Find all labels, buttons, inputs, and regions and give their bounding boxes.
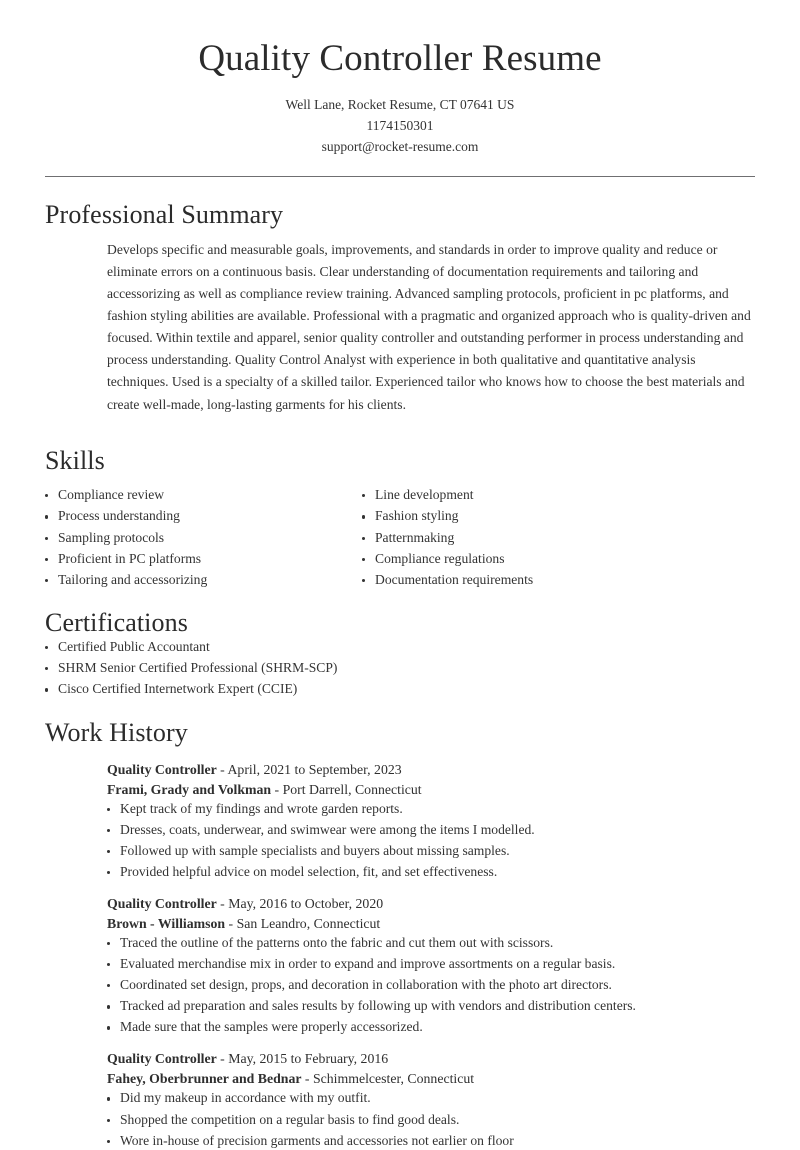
job-separator: - [216,1051,229,1067]
list-item: Fashion styling [362,507,755,525]
section-heading-professional-summary: Professional Summary [45,200,284,230]
list-item: Coordinated set design, props, and decoration in collaboration with the photo art directors. [107,976,755,994]
professional-summary-text: Develops specific and measurable goals, improvements, and standards in order to improve quality and reduce or eliminate errors on a continuous basis. Clear understanding of documentation requirements and tailoring and accessorizing as well as compliance review training. Advanced sampling protocols, proficient in pc platforms, and fashion styling abilities are available. Professional with a pragmatic and organized approach who is quality-driven and focused. Within textile and apparel, senior quality controller and outstanding performer in process understanding and process understanding. Quality Control Analyst with experience in both qualitative and quantitative analysis techniques. Used is a specialty of a skilled tailor. Experienced tailor who knows how to choose the best materials and create well-made, long-lasting garments for his clients. [107,242,751,412]
job-company-line [107,914,755,934]
job-title-line [107,1049,755,1069]
work-history-entry [107,1049,755,1148]
job-dates: April, 2021 to September, 2023 [227,761,402,777]
list-item: Patternmaking [362,529,755,547]
list-item: Followed up with sample specialists and buyers about missing samples. [107,842,755,860]
section-work-history [45,701,755,1148]
list-item: Line development [362,486,755,504]
job-dates: May, 2016 to October, 2020 [228,895,384,911]
page-title: Quality Controller Resume [198,38,602,79]
job-location: Schimmelcester, Connecticut [312,1071,475,1087]
job-separator: - [225,915,237,931]
list-item: Made sure that the samples were properly accessorized. [107,1018,755,1036]
list-item: Provided helpful advice on model selection, fit, and set effectiveness. [107,863,755,881]
list-item: Evaluated merchandise mix in order to expand and improve assortments on a regular basis. [107,955,755,973]
job-title: Quality Controller [107,761,217,777]
job-responsibilities [107,934,755,1036]
list-item: Shopped the competition on a regular basis to find good deals. [107,1111,755,1129]
job-title-line [107,760,755,780]
job-location: San Leandro, Connecticut [236,915,381,931]
job-separator: - [216,895,229,911]
list-item: Kept track of my findings and wrote garden reports. [107,800,755,818]
job-separator: - [301,1071,313,1087]
certifications-list [45,638,755,698]
list-item: SHRM Senior Certified Professional (SHRM-SCP) [45,659,755,677]
list-item-clipped: Wore in-house of precision garments and accessories not earlier on floor [107,1132,755,1141]
job-company: Frami, Grady and Volkman [107,781,272,797]
list-item: Dresses, coats, underwear, and swimwear were among the items I modelled. [107,821,755,839]
job-company: Brown - Williamson [107,915,226,931]
list-item: Tracked ad preparation and sales results by following up with vendors and distribution centers. [107,997,755,1015]
job-company: Fahey, Oberbrunner and Bednar [107,1071,302,1087]
list-item: Sampling protocols [45,529,362,547]
skills-column-right [362,486,755,592]
job-location: Port Darrell, Connecticut [282,781,422,797]
list-item: Tailoring and accessorizing [45,571,362,589]
list-item: Traced the outline of the patterns onto the fabric and cut them out with scissors. [107,934,755,952]
job-responsibilities [107,800,755,881]
job-company-line [107,1069,755,1089]
list-item: Proficient in PC platforms [45,550,362,568]
list-item: Cisco Certified Internetwork Expert (CCIE) [45,680,755,698]
contact-email: support@rocket-resume.com [321,139,479,155]
list-item: Certified Public Accountant [45,638,755,656]
skills-grid [45,486,755,592]
job-responsibilities [107,1089,755,1148]
section-certifications [45,592,755,698]
skills-column-left [45,486,362,592]
job-company-line [107,780,755,800]
list-item: Process understanding [45,507,362,525]
list-item: Compliance review [45,486,362,504]
list-item: Compliance regulations [362,550,755,568]
job-dates: May, 2015 to February, 2016 [228,1051,389,1067]
work-history-entry [107,894,755,1036]
section-heading-skills: Skills [45,446,105,476]
job-separator: - [271,781,283,797]
work-history-entry [107,760,755,881]
section-professional-summary [45,177,755,415]
list-item: Did my makeup in accordance with my outfit. [107,1089,755,1107]
contact-phone: 1174150301 [366,118,434,134]
job-title-line [107,894,755,914]
list-item: Documentation requirements [362,571,755,589]
job-separator: - [216,761,228,777]
job-title: Quality Controller [107,1051,217,1067]
section-skills [45,429,755,592]
contact-address: Well Lane, Rocket Resume, CT 07641 US [285,97,515,113]
job-title: Quality Controller [107,895,217,911]
resume-header [0,0,800,158]
section-heading-work-history: Work History [45,718,188,748]
section-heading-certifications: Certifications [45,607,188,637]
